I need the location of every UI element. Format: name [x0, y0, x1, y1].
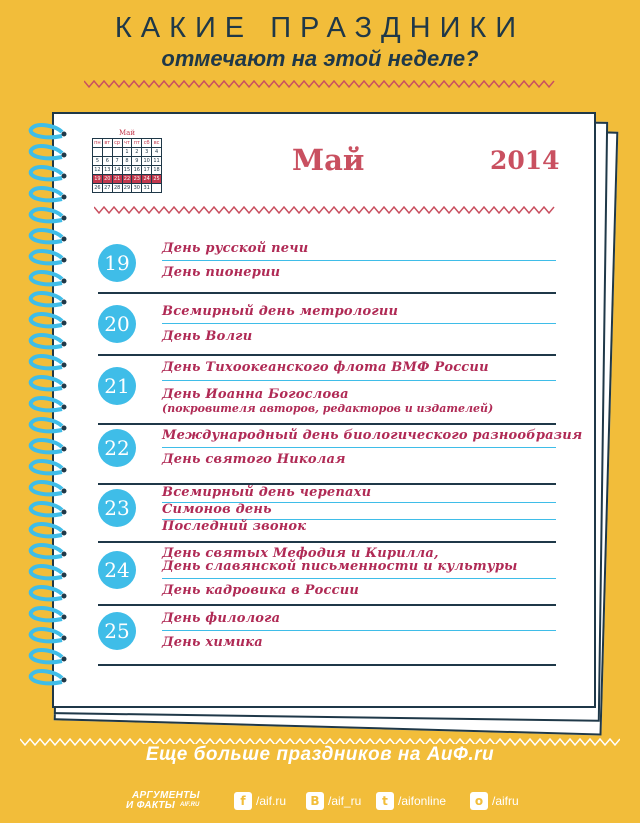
weekday-cell: чт: [124, 140, 130, 146]
spiral-ring: [31, 335, 62, 347]
date-cell: 18: [153, 167, 160, 173]
spiral-ring: [31, 398, 62, 410]
day-row-23: [98, 484, 558, 544]
binding-hole: [62, 489, 67, 494]
date-cell: 11: [153, 158, 160, 164]
spiral-ring: [31, 440, 62, 452]
spiral-ring: [31, 419, 62, 431]
social-facebook[interactable]: [234, 792, 286, 810]
event-item: День святых Мефодия и Кирилла,: [162, 546, 439, 561]
binding-hole: [62, 531, 67, 536]
binding-hole: [62, 384, 67, 389]
binding-hole: [62, 426, 67, 431]
event-note: (покровителя авторов, редакторов и издателей): [162, 402, 494, 415]
date-cell: 8: [122, 157, 132, 166]
spiral-ring: [31, 188, 62, 200]
binding-hole: [62, 321, 67, 326]
header-subtitle: отмечают на этой неделе?: [161, 46, 479, 71]
day-number: 20: [98, 305, 136, 343]
spiral-ring: [31, 314, 62, 326]
spiral-ring: [31, 293, 62, 305]
binding-hole: [62, 342, 67, 347]
date-cell: 30: [133, 185, 140, 191]
event-item: День филолога: [162, 611, 281, 626]
date-cell: 12: [94, 167, 101, 173]
binding-hole: [62, 636, 67, 641]
social-vk[interactable]: [306, 792, 361, 810]
promo-text[interactable]: [0, 744, 640, 766]
binding-hole: [62, 552, 67, 557]
date-cell: 29: [123, 185, 131, 191]
day-row-20: [98, 294, 558, 356]
binding-hole: [62, 363, 67, 368]
binding-hole: [62, 468, 67, 473]
binding-hole: [62, 447, 67, 452]
social-odnoklassniki[interactable]: [470, 792, 519, 810]
date-cell: 25: [153, 176, 160, 182]
date-cell: 21: [113, 176, 121, 182]
weekday-cell: сб: [143, 140, 150, 146]
date-cell: 1: [122, 148, 132, 157]
social-label: /aifru: [492, 794, 519, 808]
date-cell: 22: [123, 176, 131, 182]
date-cell: 13: [104, 167, 111, 173]
binding-hole: [62, 132, 67, 137]
weekday-cell: пт: [133, 140, 140, 146]
zigzag-divider: [94, 206, 556, 216]
spiral-ring: [31, 608, 62, 620]
promo-label[interactable]: Еще больше праздников на АиФ.ru: [138, 744, 502, 765]
social-label: /aifonline: [398, 794, 447, 808]
event-item: День русской печи: [162, 241, 309, 256]
month-title: Май: [292, 143, 365, 177]
date-cell: 15: [123, 167, 131, 173]
binding-hole: [62, 615, 67, 620]
event-item: День славянской письменности и культуры: [162, 559, 518, 574]
year-title: 2014: [490, 146, 560, 175]
day-number: 24: [98, 551, 136, 589]
event-item: День Волги: [162, 329, 253, 344]
day-number: 19: [98, 244, 136, 282]
binding-hole: [62, 678, 67, 683]
odnoklassniki-icon: о: [470, 792, 488, 810]
date-cell: 19: [94, 176, 101, 182]
binding-hole: [62, 405, 67, 410]
date-cell: 6: [102, 157, 112, 166]
social-label: /aif_ru: [328, 794, 362, 808]
spiral-ring: [31, 503, 62, 515]
day-row-22: [98, 426, 583, 482]
spiral-ring: [31, 230, 62, 242]
date-cell: 3: [142, 148, 152, 157]
date-cell: 24: [143, 176, 150, 182]
date-cell: 10: [143, 158, 150, 164]
date-cell: [112, 148, 122, 157]
logo-line-2: И ФАКТЫ: [126, 800, 176, 811]
mini-calendar-month: Май: [118, 129, 135, 137]
spiral-ring: [31, 125, 62, 137]
date-cell: [152, 184, 162, 193]
date-cell: [102, 148, 112, 157]
date-cell: 16: [133, 167, 140, 173]
binding-hole: [62, 174, 67, 179]
date-cell: 26: [94, 185, 101, 191]
twitter-icon: t: [376, 792, 394, 810]
event-divider: [162, 380, 556, 381]
binding-hole: [62, 258, 67, 263]
binding-hole: [62, 573, 67, 578]
binding-hole: [62, 216, 67, 221]
day-number: 21: [98, 367, 136, 405]
spiral-ring: [31, 650, 62, 662]
spiral-ring: [31, 524, 62, 536]
event-item: День химика: [162, 635, 263, 650]
binding-hole: [62, 195, 67, 200]
social-label: /aif.ru: [256, 794, 287, 808]
date-cell: 20: [104, 176, 111, 182]
date-cell: 4: [152, 148, 162, 157]
day-row-24: [98, 543, 558, 605]
weekday-cell: вс: [152, 139, 162, 148]
date-cell: 28: [113, 185, 121, 191]
binding-hole: [62, 510, 67, 515]
header-title: КАКИЕ ПРАЗДНИКИ: [114, 12, 526, 44]
date-cell: 14: [113, 167, 121, 173]
spiral-ring: [31, 482, 62, 494]
vk-icon: В: [306, 792, 324, 810]
day-separator: [98, 664, 556, 666]
event-item: Всемирный день черепахи: [162, 485, 372, 500]
spiral-ring: [31, 461, 62, 473]
spiral-ring: [31, 377, 62, 389]
binding-hole: [62, 657, 67, 662]
event-divider: [162, 447, 556, 448]
spiral-ring: [31, 272, 62, 284]
event-divider: [162, 260, 556, 261]
aif-logo[interactable]: [118, 790, 226, 812]
event-divider: [162, 323, 556, 324]
weekday-cell: пн: [94, 140, 101, 146]
mini-calendar: [92, 128, 162, 193]
date-cell: 2: [132, 148, 142, 157]
day-row-25: [98, 606, 558, 668]
spiral-ring: [31, 587, 62, 599]
logo-line-1: АРГУМЕНТЫ: [132, 790, 200, 801]
binding-hole: [62, 594, 67, 599]
date-cell: 27: [104, 185, 111, 191]
spiral-binding-icon: [22, 120, 72, 700]
spiral-ring: [31, 209, 62, 221]
weekday-cell: вт: [104, 140, 111, 146]
binding-hole: [62, 300, 67, 305]
date-cell: 31: [143, 185, 150, 191]
zigzag-divider-top: [84, 80, 556, 90]
event-item: Последний звонок: [162, 519, 307, 534]
event-item: День Иоанна Богослова: [162, 387, 349, 402]
spiral-ring: [31, 671, 62, 683]
logo-site: AIF.RU: [180, 802, 200, 808]
binding-hole: [62, 237, 67, 242]
spiral-ring: [31, 545, 62, 557]
event-divider: [162, 578, 556, 579]
day-number: 22: [98, 429, 136, 467]
facebook-icon: f: [234, 792, 252, 810]
date-cell: 5: [93, 157, 103, 166]
day-number: 25: [98, 612, 136, 650]
event-item: День святого Николая: [162, 452, 346, 467]
day-row-19: [98, 234, 558, 294]
spiral-ring: [31, 251, 62, 263]
day-number: 23: [98, 489, 136, 527]
event-item: День кадровика в России: [162, 583, 360, 598]
event-item: Международный день биологического разнообразия: [162, 428, 583, 443]
date-cell: [93, 148, 103, 157]
day-separator: [98, 423, 556, 425]
event-divider: [162, 630, 556, 631]
date-cell: 23: [133, 176, 140, 182]
weekday-cell: ср: [114, 140, 121, 146]
day-row-21: [98, 356, 558, 426]
event-item: День пионерии: [162, 265, 281, 280]
binding-hole: [62, 279, 67, 284]
binding-hole: [62, 153, 67, 158]
event-item: Симонов день: [162, 502, 272, 517]
spiral-ring: [31, 629, 62, 641]
date-cell: 7: [112, 157, 122, 166]
event-item: Всемирный день метрологии: [162, 304, 399, 319]
spiral-ring: [31, 566, 62, 578]
social-twitter[interactable]: [376, 792, 446, 810]
spiral-ring: [31, 146, 62, 158]
spiral-ring: [31, 356, 62, 368]
mini-calendar-grid: [92, 138, 162, 193]
spiral-ring: [31, 167, 62, 179]
date-cell: 9: [132, 157, 142, 166]
date-cell: 17: [143, 167, 150, 173]
event-item: День Тихоокеанского флота ВМФ России: [162, 360, 489, 375]
